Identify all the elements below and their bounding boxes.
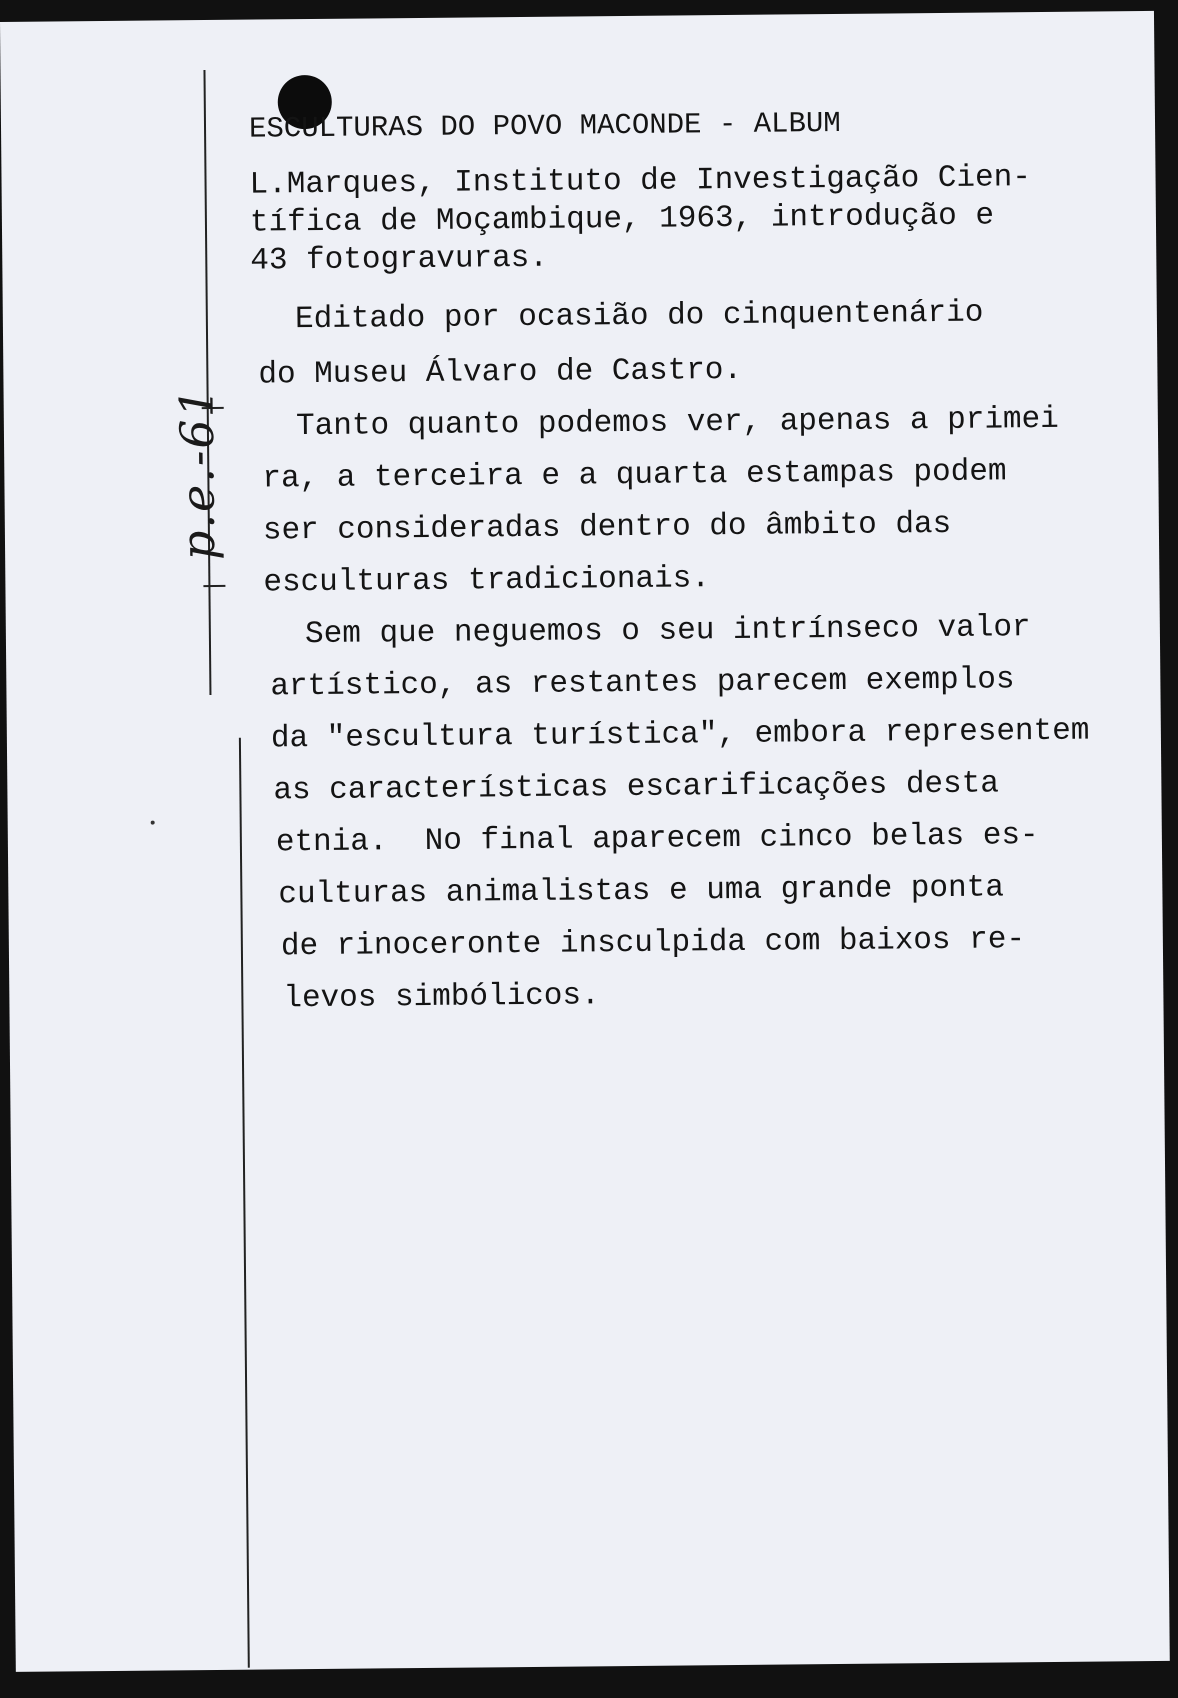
body-line: Editado por ocasião do cinquentenário: [257, 295, 984, 338]
citation-line: L.Marques, Instituto de Investigação Cien-: [249, 160, 1032, 203]
body-line: culturas animalistas e uma grande ponta: [278, 870, 1005, 913]
body-line: etnia. No final aparecem cinco belas es-: [275, 818, 1039, 861]
document-title: ESCULTURAS DO POVO MACONDE - ALBUM: [248, 106, 841, 146]
body-line: ser consideradas dentro do âmbito das: [262, 506, 952, 549]
margin-tick: [203, 585, 225, 587]
margin-rule-bottom: [239, 738, 250, 1668]
citation-line: tífica de Moçambique, 1963, introdução e: [249, 198, 995, 241]
body-line: de rinoceronte insculpida com baixos re-: [280, 922, 1026, 965]
handwritten-margin-note: p.e.-61: [169, 385, 226, 561]
speck: [151, 821, 155, 825]
document-page: [0, 11, 1170, 1672]
body-line: artístico, as restantes parecem exemplos: [270, 662, 1015, 705]
citation-line: 43 fotogravuras.: [250, 240, 549, 279]
body-line: Tanto quanto podemos ver, apenas a primei: [258, 401, 1059, 445]
body-line: as características escarificações desta: [273, 766, 1000, 809]
body-line: do Museu Álvaro de Castro.: [258, 352, 743, 393]
body-line: esculturas tradicionais.: [263, 561, 711, 601]
body-line: levos simbólicos.: [283, 978, 600, 1017]
body-line: da "escultura turística", embora representem: [270, 713, 1090, 757]
body-line: ra, a terceira e a quarta estampas podem: [262, 454, 1007, 497]
body-line: Sem que neguemos o seu intrínseco valor: [267, 610, 1031, 653]
